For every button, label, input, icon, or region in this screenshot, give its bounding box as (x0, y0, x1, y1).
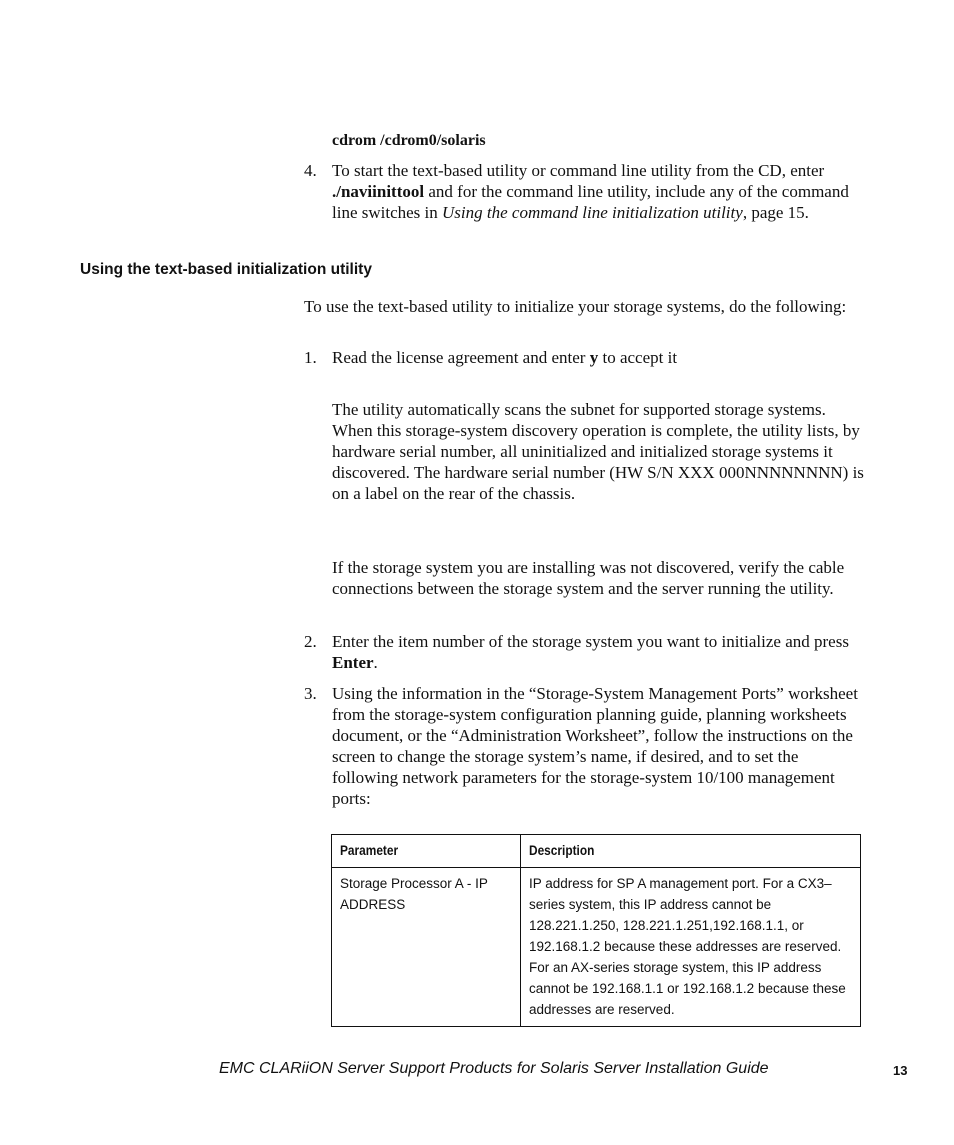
step-text: Using the information in the “Storage-System Management Ports” worksheet from the storage-system configuration planning guide, planning worksheets document, or the “Administration Worksheet”, follow the instructions on the screen to change the storage system’s name, if desired, and to set the following network parameters for the storage-system 10/100 management ports: (332, 684, 858, 808)
table-header-description (521, 835, 861, 868)
step-number: 4. (304, 161, 317, 180)
step-text-part: , page 15. (742, 203, 809, 222)
network-parameters-table (331, 834, 861, 1027)
command-line: cdrom /cdrom0/solaris (332, 132, 486, 149)
footer-title: EMC CLARiiON Server Support Products for Solaris Server Installation Guide (219, 1060, 769, 1077)
step-text-part: To start the text-based utility or command line utility from the CD, enter (332, 161, 825, 180)
description-cell (521, 868, 861, 1027)
table-header-row (332, 835, 861, 868)
key-name: y (589, 348, 599, 367)
header-label: Description (529, 843, 595, 858)
section-heading: Using the text-based initialization utility (80, 261, 372, 278)
table-header-parameter (332, 835, 521, 868)
step-text (332, 347, 864, 368)
step-text-part: Read the license agreement and enter (332, 348, 590, 367)
intro-paragraph: To use the text-based utility to initialize your storage systems, do the following: (304, 297, 847, 316)
discovery-paragraph: The utility automatically scans the subnet for supported storage systems. When this storage-system discovery operation is complete, the utility lists, by hardware serial number, all uninitialized and initialized storage systems it discovered. The hardware serial number (HW S/N XXX 000NNNNNNNN) is on a label on the rear of the chassis. (332, 400, 864, 503)
cross-reference: Using the command line initialization utility (442, 203, 743, 222)
key-name: Enter (332, 653, 374, 672)
step-number: 1. (304, 348, 317, 367)
verify-paragraph: If the storage system you are installing was not discovered, verify the cable connections between the storage system and the server running the utility. (332, 558, 845, 598)
step-text (332, 631, 864, 673)
description-text: IP address for SP A management port. For a CX3–series system, this IP address cannot be 128.221.1.250, 128.221.1.251,192.168.1.1, or 192.168.1.2 because these addresses are reserved. For an AX-series storage system, this IP address cannot be 192.168.1.1 or 192.168.1.2 because these addresses are reserved. (529, 876, 846, 1017)
step-text-part: and for the command line utility, include any of the command line switches in (332, 182, 849, 222)
step-text-part: . (373, 653, 378, 672)
parameter-text: Storage Processor A - IP ADDRESS (340, 876, 488, 912)
step-number: 3. (304, 684, 317, 703)
parameter-cell (332, 868, 521, 1027)
step-number: 2. (304, 632, 317, 651)
header-label: Parameter (340, 843, 399, 858)
step-text-part: to accept it (598, 348, 678, 367)
page-number: 13 (893, 1063, 908, 1078)
step-text-part: Enter the item number of the storage system you want to initialize and press (332, 632, 849, 651)
command-name: ./naviinittool (332, 182, 425, 201)
table-row (332, 868, 861, 1027)
step-text (332, 160, 864, 223)
